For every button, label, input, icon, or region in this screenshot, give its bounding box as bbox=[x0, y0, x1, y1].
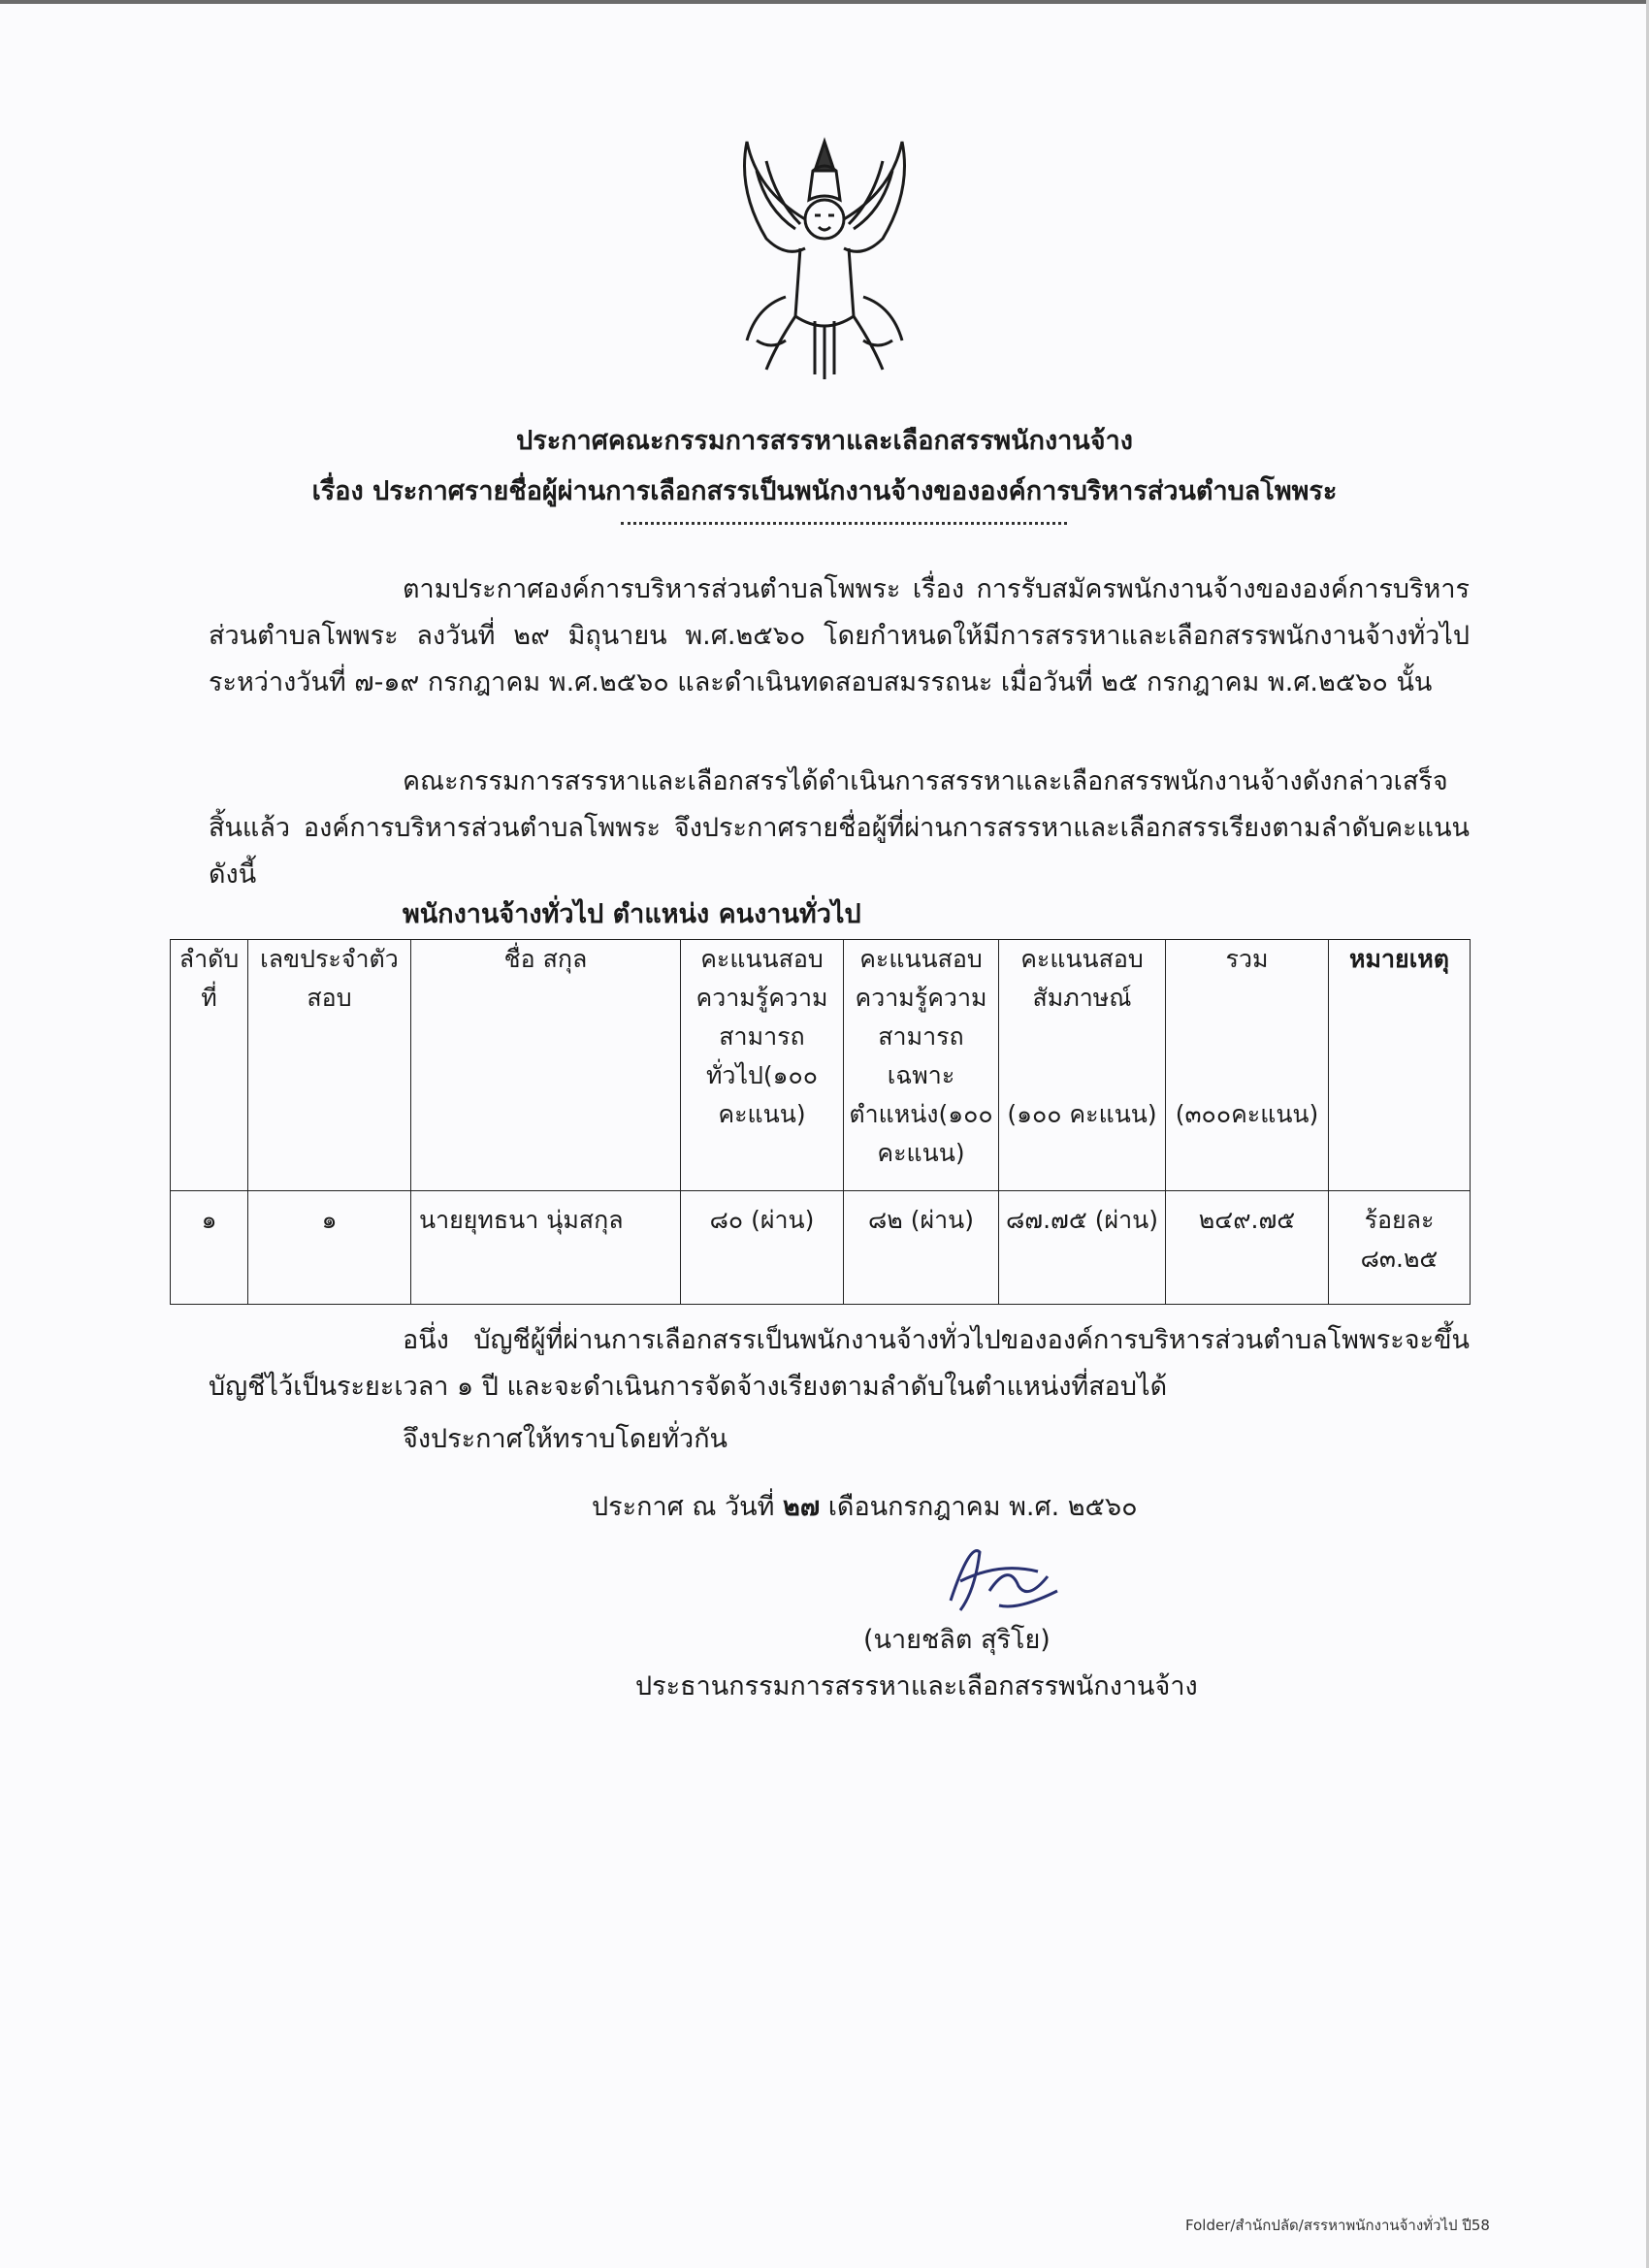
header-interview-max: (๑๐๐ คะแนน) bbox=[1007, 1100, 1157, 1128]
header-general-score: คะแนนสอบความรู้ความสามารถทั่วไป(๑๐๐ คะแนน) bbox=[681, 940, 844, 1191]
header-remark: หมายเหตุ bbox=[1329, 940, 1471, 1191]
table-header-row bbox=[171, 940, 1471, 1191]
header-specific-score: คะแนนสอบความรู้ความสามารถเฉพาะตำแหน่ง(๑๐๐ คะแนน) bbox=[844, 940, 999, 1191]
cell-name: นายยุทธนา นุ่มสกุล bbox=[411, 1191, 681, 1305]
table-row bbox=[171, 1191, 1471, 1305]
garuda-emblem-icon bbox=[718, 132, 931, 384]
signature-scribble bbox=[931, 1533, 1067, 1620]
announcement-date: ประกาศ ณ วันที่ ๒๗ เดือนกรกฎาคม พ.ศ. ๒๕๖๐ bbox=[592, 1492, 1138, 1522]
cell-total: ๒๔๙.๗๕ bbox=[1166, 1191, 1329, 1305]
header-exam-no: เลขประจำตัวสอบ bbox=[248, 940, 411, 1191]
cell-general-score: ๘๐ (ผ่าน) bbox=[681, 1191, 844, 1305]
table-caption: พนักงานจ้างทั่วไป ตำแหน่ง คนงานทั่วไป bbox=[403, 899, 861, 929]
paragraph-background: ตามประกาศองค์การบริหารส่วนตำบลโพพระ เรื่อง การรับสมัครพนักงานจ้างขององค์การบริหารส่วนตำบลโพพระ ลงวันที่ ๒๙ มิถุนายน พ.ศ.๒๕๖๐ โดยกำหนดให้มีการสรรหาและเลือกสรรพนักงานจ้างทั่วไประหว่างวันที่ ๗-๑๙ กรกฎาคม พ.ศ.๒๕๖๐ และดำเนินทดสอบสมรรถนะ เมื่อวันที่ ๒๕ กรกฎาคม พ.ศ.๒๕๖๐ นั้น bbox=[209, 574, 1470, 697]
paragraph-closing: จึงประกาศให้ทราบโดยทั่วกัน bbox=[403, 1424, 728, 1454]
paragraph-list-validity: อนึ่ง บัญชีผู้ที่ผ่านการเลือกสรรเป็นพนักงานจ้างทั่วไปขององค์การบริหารส่วนตำบลโพพระจะขึ้นบัญชีไว้เป็นระยะเวลา ๑ ปี และจะดำเนินการจัดจ้างเรียงตามลำดับในตำแหน่งที่สอบได้ bbox=[209, 1325, 1470, 1402]
cell-interview-score: ๘๗.๗๕ (ผ่าน) bbox=[999, 1191, 1166, 1305]
signatory-name: (นายชลิต สุริโย) bbox=[863, 1625, 1051, 1655]
cell-remark: ร้อยละ ๘๓.๒๕ bbox=[1329, 1191, 1471, 1305]
header-interview-score bbox=[999, 940, 1166, 1191]
title-divider bbox=[621, 522, 1067, 525]
score-table bbox=[170, 939, 1471, 1305]
cell-specific-score: ๘๒ (ผ่าน) bbox=[844, 1191, 999, 1305]
header-total bbox=[1166, 940, 1329, 1191]
header-order: ลำดับที่ bbox=[171, 940, 248, 1191]
date-day: ๒๗ bbox=[783, 1492, 821, 1522]
page-top-edge bbox=[0, 0, 1649, 4]
header-interview-title: คะแนนสอบสัมภาษณ์ bbox=[1020, 945, 1144, 1012]
cell-exam-no: ๑ bbox=[248, 1191, 411, 1305]
header-total-title: รวม bbox=[1225, 945, 1269, 973]
signatory-title: ประธานกรรมการสรรหาและเลือกสรรพนักงานจ้าง bbox=[635, 1671, 1198, 1701]
paragraph-result-intro: คณะกรรมการสรรหาและเลือกสรรได้ดำเนินการสรรหาและเลือกสรรพนักงานจ้างดังกล่าวเสร็จสิ้นแล้ว องค์การบริหารส่วนตำบลโพพระ จึงประกาศรายชื่อผู้ที่ผ่านการสรรหาและเลือกสรรเรียงตามลำดับคะแนนดังนี้ bbox=[209, 766, 1470, 890]
announcement-title: ประกาศคณะกรรมการสรรหาและเลือกสรรพนักงานจ้าง bbox=[516, 426, 1133, 456]
footer-file-path: Folder/สำนักปลัด/สรรหาพนักงานจ้างทั่วไป ปี58 bbox=[1185, 2217, 1490, 2234]
announcement-subject: เรื่อง ประกาศรายชื่อผู้ผ่านการเลือกสรรเป็นพนักงานจ้างขององค์การบริหารส่วนตำบลโพพระ bbox=[311, 476, 1338, 506]
header-total-max: (๓๐๐คะแนน) bbox=[1175, 1100, 1319, 1128]
header-name: ชื่อ สกุล bbox=[411, 940, 681, 1191]
cell-order: ๑ bbox=[171, 1191, 248, 1305]
